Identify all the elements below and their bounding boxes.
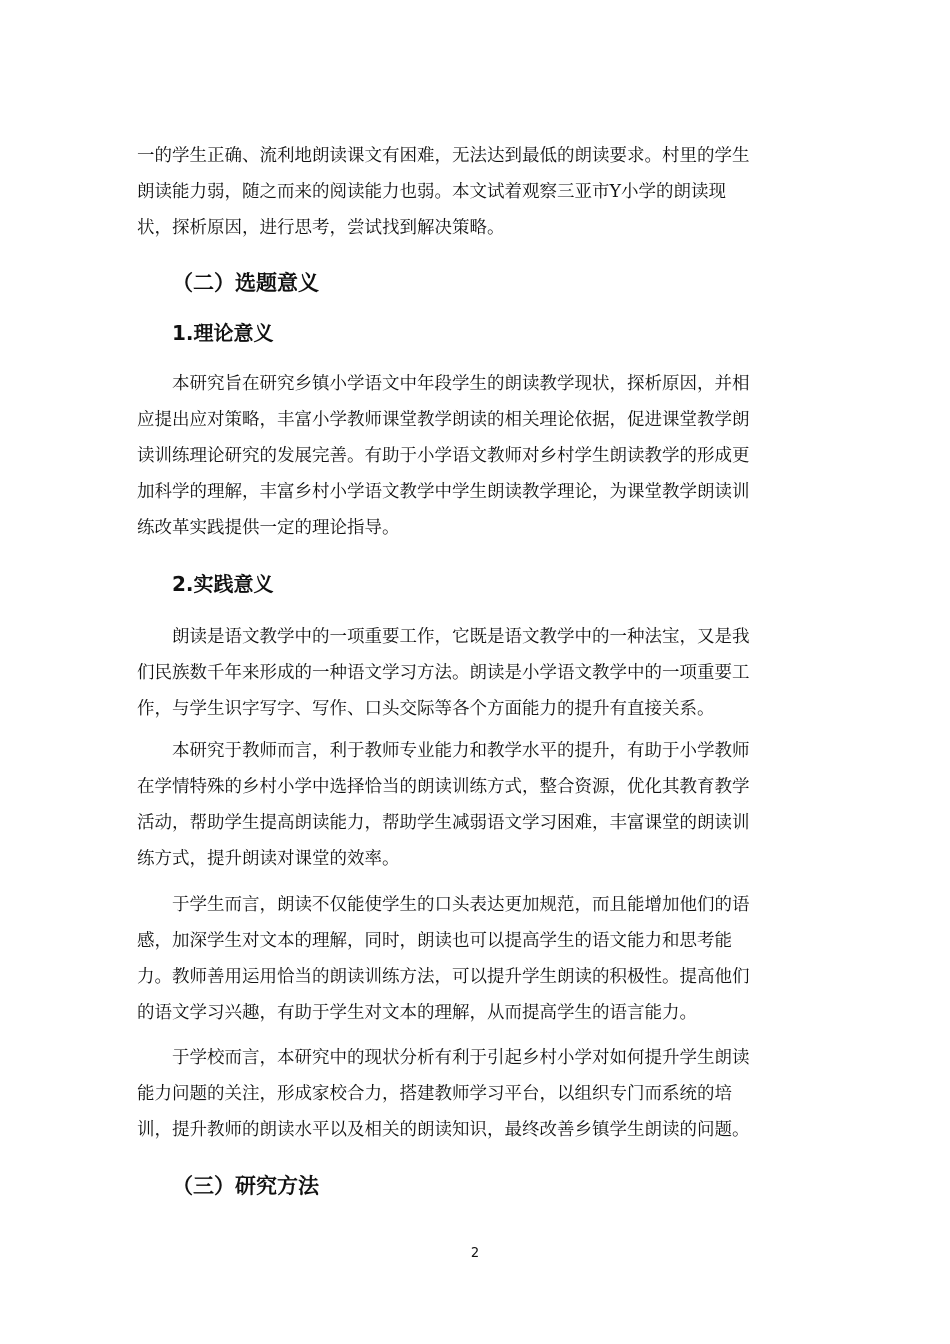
paragraph-for-students	[137, 887, 813, 1031]
text-line: 们民族数千年来形成的一种语文学习方法。朗读是小学语文教学中的一项重要工	[137, 663, 750, 683]
paragraph-for-school	[137, 1040, 813, 1148]
text-line: 加科学的理解，丰富乡村小学语文教学中学生朗读教学理论，为课堂教学朗读训	[137, 482, 750, 502]
text-line: 活动，帮助学生提高朗读能力，帮助学生减弱语文学习困难，丰富课堂的朗读训	[137, 813, 750, 833]
text-line: 作，与学生识字写字、写作、口头交际等各个方面能力的提升有直接关系。	[137, 699, 715, 719]
text-line: 本研究旨在研究乡镇小学语文中年段学生的朗读教学现状，探析原因，并相	[172, 374, 750, 394]
text-line: 练方式，提升朗读对课堂的效率。	[137, 849, 400, 869]
paragraph-intro-continued	[137, 138, 813, 246]
text-line: 于学校而言，本研究中的现状分析有利于引起乡村小学对如何提升学生朗读	[172, 1048, 750, 1068]
paragraph-practical-reading	[137, 619, 813, 727]
text-line: 在学情特殊的乡村小学中选择恰当的朗读训练方式，整合资源，优化其教育教学	[137, 777, 750, 797]
text-line: 练改革实践提供一定的理论指导。	[137, 518, 400, 538]
paragraph-for-teachers	[137, 733, 813, 877]
text-line: 力。教师善用运用恰当的朗读训练方法，可以提升学生朗读的积极性。提高他们	[137, 967, 750, 987]
subheading-practical-significance: 2.实践意义	[172, 572, 274, 596]
section-heading-topic-significance: （二）选题意义	[172, 271, 319, 295]
text-line: 训，提升教师的朗读水平以及相关的朗读知识，最终改善乡镇学生朗读的问题。	[137, 1120, 750, 1140]
text-line: 状，探析原因，进行思考，尝试找到解决策略。	[137, 218, 505, 238]
subheading-theoretical-significance: 1.理论意义	[172, 321, 274, 345]
paragraph-theoretical	[137, 366, 813, 546]
text-line: 一的学生正确、流利地朗读课文有困难，无法达到最低的朗读要求。村里的学生	[137, 146, 750, 166]
text-line: 朗读能力弱，随之而来的阅读能力也弱。本文试着观察三亚市Y小学的朗读现	[137, 182, 727, 202]
text-line: 本研究于教师而言，利于教师专业能力和教学水平的提升，有助于小学教师	[172, 741, 750, 761]
page-number: 2	[470, 1246, 480, 1261]
text-line: 感，加深学生对文本的理解，同时，朗读也可以提高学生的语文能力和思考能	[137, 931, 732, 951]
text-line: 朗读是语文教学中的一项重要工作，它既是语文教学中的一种法宝，又是我	[172, 627, 750, 647]
text-line: 的语文学习兴趣，有助于学生对文本的理解，从而提高学生的语言能力。	[137, 1003, 697, 1023]
text-line: 应提出应对策略，丰富小学教师课堂教学朗读的相关理论依据，促进课堂教学朗	[137, 410, 750, 430]
text-line: 读训练理论研究的发展完善。有助于小学语文教师对乡村学生朗读教学的形成更	[137, 446, 750, 466]
text-line: 能力问题的关注，形成家校合力，搭建教师学习平台，以组织专门而系统的培	[137, 1084, 732, 1104]
section-heading-research-methods: （三）研究方法	[172, 1174, 319, 1198]
text-line: 于学生而言，朗读不仅能使学生的口头表达更加规范，而且能增加他们的语	[172, 895, 750, 915]
